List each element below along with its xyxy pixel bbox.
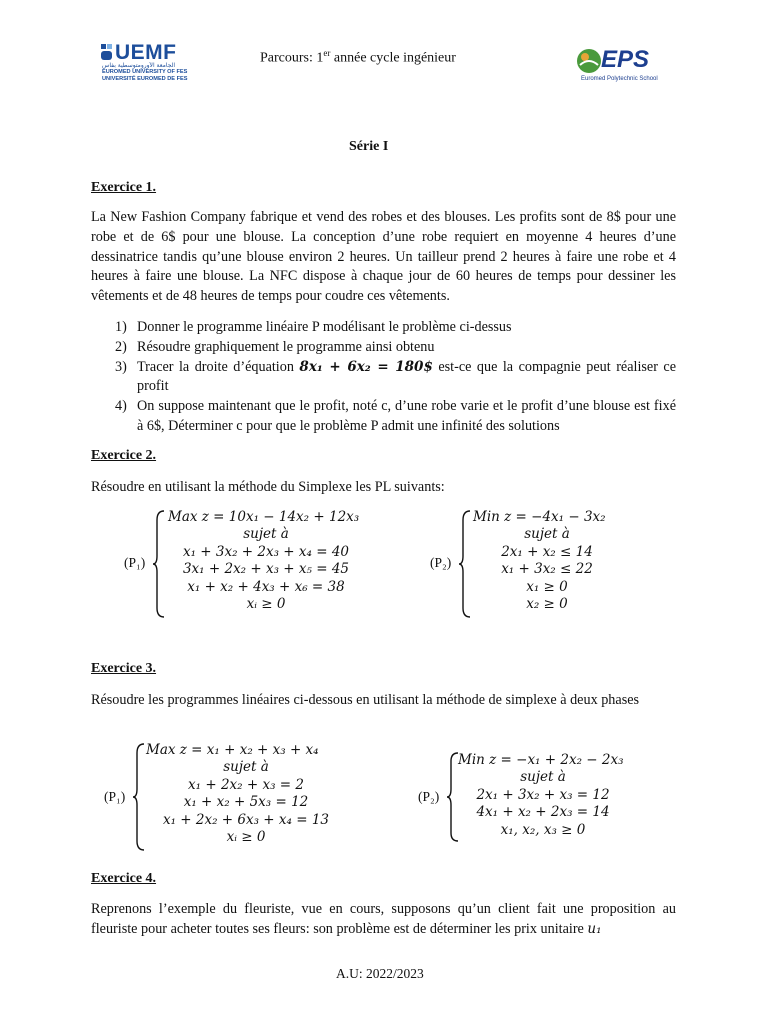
ex2-p2-brace-icon — [458, 510, 472, 618]
uemf-logo-sub-fr: UNIVERSITÉ EUROMED DE FES — [102, 76, 188, 82]
ex3-p1-label: (P₁) — [104, 789, 126, 804]
p1-nonnegativity: xᵢ ≥ 0 — [226, 828, 266, 845]
eps-logo-sub: Euromed Polytechnic School — [581, 76, 658, 82]
p1-constraint-2: x₁ + x₂ + 5x₃ = 12 — [183, 794, 309, 811]
list-item: 2) Résoudre graphiquement le programme ainsi obtenu — [115, 338, 435, 355]
ex1-paragraph: La New Fashion Company fabrique et vend des robes et des blouses. Les profits sont de 8$ pour une robe et de 6$ pour une blouse. La conception d’une robe requiert en moyenne 4 heures d’une dessinatrice tandis qu’une blouse environ 2 heures. Un tailleur prend 2 heures à faire une robe et 4 heures à faire une blouse. La NFC dispose à chaque jour de 60 heures de temps pour dessiner les vêtements et de 48 heures de temps pour coudre ces vêtements. — [91, 209, 676, 305]
ex2-p2-label: (P₂) — [430, 555, 452, 570]
uemf-logo-arabic: الجامعة الأورومتوسطية بفاس — [102, 62, 176, 69]
ex3-intro: Résoudre les programmes linéaires ci-dessous en utilisant la méthode de simplexe à deux phases — [91, 692, 640, 708]
p2-constraint-4: x₂ ≥ 0 — [526, 595, 568, 612]
ex1-questions — [91, 318, 676, 437]
list-item: 4) On suppose maintenant que le profit, noté c, d’une robe varie et le profit d’une blouse est fixé à 6$, Déterminer c pour que le problème P admit une infinité des solutions — [115, 398, 676, 434]
p1-nonnegativity: xᵢ ≥ 0 — [246, 595, 286, 612]
p2-constraint-3: x₁ ≥ 0 — [526, 578, 568, 595]
ex2-p1-brace-icon — [152, 510, 166, 618]
p2-subject-to: sujet à — [524, 526, 570, 543]
p2-constraint-1: 2x₁ + 3x₂ + x₃ = 12 — [476, 786, 610, 803]
uemf-logo-text: UEMF — [115, 41, 177, 64]
uemf-emblem-icon — [101, 44, 115, 64]
p1-constraint-2: 3x₁ + 2x₂ + x₃ + x₅ = 45 — [182, 561, 350, 578]
ex3-p1-brace-icon — [132, 743, 146, 851]
uemf-logo-sub-en: EUROMED UNIVERSITY OF FES — [102, 69, 188, 75]
footer-academic-year: A.U: 2022/2023 — [336, 966, 424, 981]
ex2-intro: Résoudre en utilisant la méthode du Simplexe les PL suivants: — [91, 479, 445, 495]
ex2-heading: Exercice 2. — [91, 448, 157, 463]
p1-subject-to: sujet à — [223, 759, 269, 776]
profit-equation: 8x₁ + 6x₂ = 180$ — [299, 358, 433, 375]
p1-objective: Max z = 10x₁ − 14x₂ + 12x₃ — [168, 509, 360, 525]
uemf-logo — [100, 40, 210, 84]
eps-logo — [576, 46, 676, 86]
eps-logo-text: EPS — [601, 46, 650, 73]
ex4-heading: Exercice 4. — [91, 871, 157, 886]
ex4-paragraph: Reprenons l’exemple du fleuriste, vue en cours, supposons qu’un client fait une proposition au fleuriste pour acheter toutes ses fleurs: son problème est de déterminer les prix unitaire u₁ — [91, 901, 676, 937]
p2-constraint-1: 2x₁ + x₂ ≤ 14 — [501, 543, 593, 560]
p1-constraint-3: x₁ + 2x₂ + 6x₃ + x₄ = 13 — [162, 811, 330, 828]
p2-objective: Min z = −x₁ + 2x₂ − 2x₃ — [458, 752, 624, 768]
p2-constraint-2: x₁ + 3x₂ ≤ 22 — [501, 561, 593, 578]
header-parcours: Parcours: 1er année cycle ingénieur — [260, 48, 456, 66]
p1-constraint-1: x₁ + 3x₂ + 2x₃ + x₄ = 40 — [182, 543, 350, 560]
page-title: Série I — [349, 139, 389, 154]
p2-objective: Min z = −4x₁ − 3x₂ — [473, 509, 606, 525]
ex3-heading: Exercice 3. — [91, 661, 157, 676]
var-u1: u₁ — [587, 920, 602, 937]
p1-constraint-1: x₁ + 2x₂ + x₃ = 2 — [188, 776, 304, 793]
p2-subject-to: sujet à — [520, 769, 566, 786]
p2-constraint-2: 4x₁ + x₂ + 2x₃ = 14 — [476, 804, 610, 821]
p2-nonnegativity: x₁, x₂, x₃ ≥ 0 — [500, 821, 586, 838]
eps-emblem-icon — [576, 48, 602, 74]
ex2-p1-label: (P₁) — [124, 555, 146, 570]
p1-subject-to: sujet à — [243, 526, 289, 543]
ex1-heading: Exercice 1. — [91, 180, 157, 195]
list-item: 1) Donner le programme linéaire P modélisant le problème ci-dessus — [115, 319, 512, 335]
p1-constraint-3: x₁ + x₂ + 4x₃ + x₆ = 38 — [187, 578, 345, 595]
list-item: 3) Tracer la droite d’équation 8x₁ + 6x₂ = 180$ est-ce que la compagnie peut réaliser ce profit — [115, 358, 677, 395]
p1-objective: Max z = x₁ + x₂ + x₃ + x₄ — [146, 742, 319, 758]
ex3-p2-label: (P₂) — [418, 789, 440, 804]
